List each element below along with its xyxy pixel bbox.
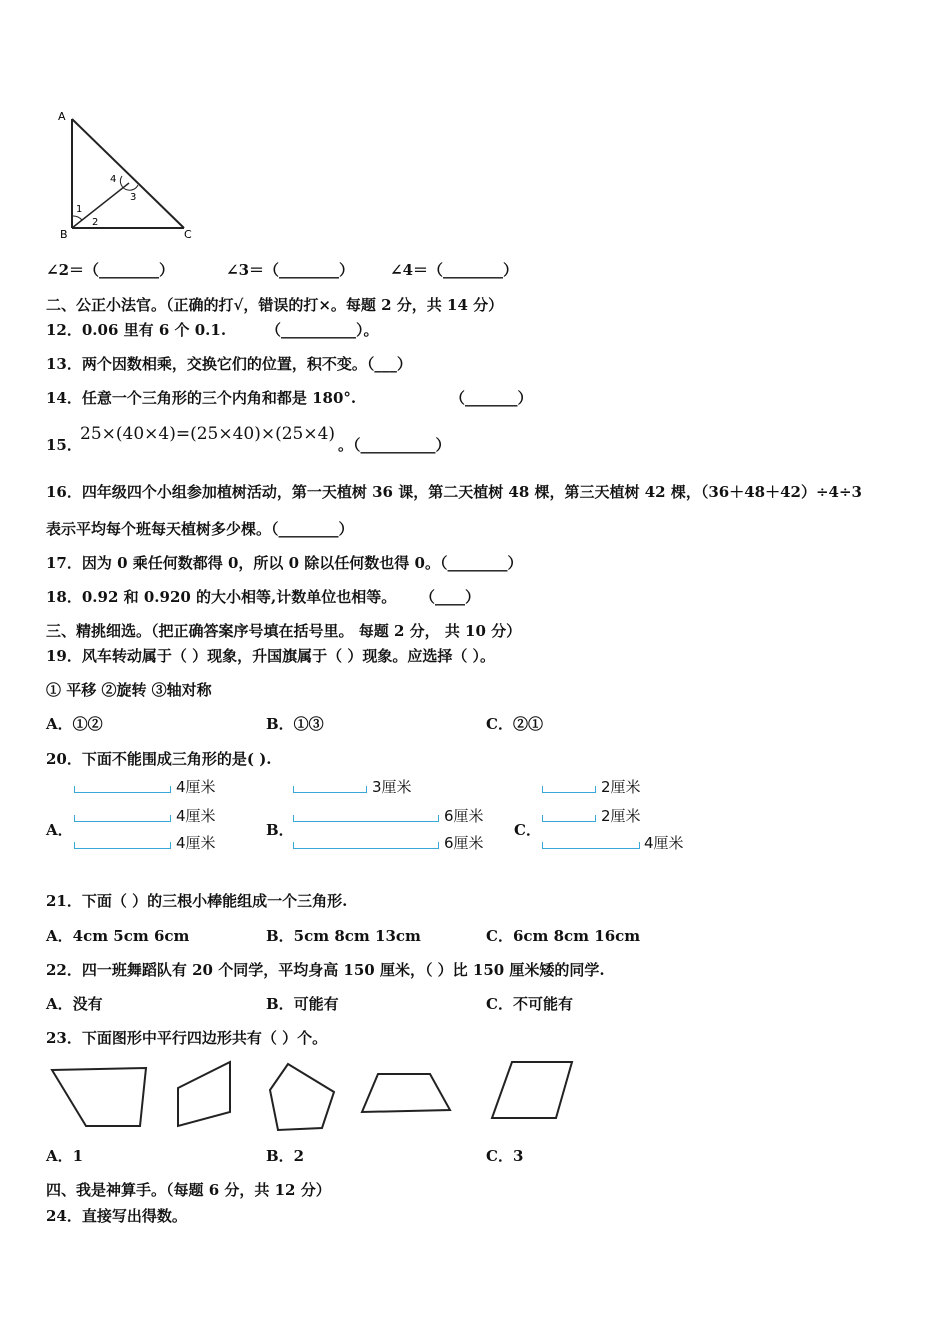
q22-stem: 22．四一班舞蹈队有 20 个同学，平均身高 150 厘米，（ ）比 150 厘米矮的同学. [46, 961, 605, 979]
q23-option-c[interactable]: C．3 [486, 1147, 524, 1165]
section4-title: 四、我是神算手。（每题 6 分，共 12 分） [46, 1181, 331, 1199]
q19-stem: 19．风车转动属于（ ）现象，升国旗属于（ ）现象。应选择（ ）。 [46, 647, 496, 665]
segment-b1-label: 3厘米 [372, 778, 412, 796]
q18-text: 18．0.92 和 0.920 的大小相等,计数单位也相等。 [46, 588, 397, 606]
segment-c1-label: 2厘米 [601, 778, 641, 796]
q19-option-c[interactable]: C．②① [486, 715, 543, 733]
segment-c2 [542, 815, 596, 822]
angle-2-label: 2 [92, 217, 99, 228]
segment-a1-label: 4厘米 [176, 778, 216, 796]
segment-b1 [293, 786, 367, 793]
q23-stem: 23．下面图形中平行四边形共有（ ）个。 [46, 1029, 328, 1047]
section2-title: 二、公正小法官。（正确的打√，错误的打×。每题 2 分，共 14 分） [46, 296, 504, 314]
q21-stem: 21．下面（ ）的三根小棒能组成一个三角形. [46, 892, 348, 910]
angle2-answer: ∠2＝（________） [46, 261, 175, 279]
angle-1-label: 1 [76, 204, 83, 215]
q21-option-b[interactable]: B．5cm 8cm 13cm [266, 927, 421, 945]
segment-a2 [74, 815, 171, 822]
segment-a2-label: 4厘米 [176, 807, 216, 825]
angle4-answer: ∠4＝（________） [390, 261, 519, 279]
q14-blank: （_______） [450, 389, 533, 407]
angle3-answer: ∠3＝（________） [226, 261, 355, 279]
vertex-c-label: C [184, 228, 192, 241]
vertex-a-label: A [58, 110, 66, 123]
q22-option-b[interactable]: B．可能有 [266, 995, 339, 1013]
q12-blank: （__________）。 [266, 321, 379, 339]
shape-parallelogram-small [178, 1062, 230, 1126]
q21-option-c[interactable]: C．6cm 8cm 16cm [486, 927, 641, 945]
q12-text: 12．0.06 里有 6 个 0.1. [46, 321, 227, 339]
q15-blank: 。（__________） [338, 436, 451, 454]
q22-option-a[interactable]: A．没有 [46, 995, 103, 1013]
segment-c3-label: 4厘米 [644, 834, 684, 852]
shape-pentagon [270, 1064, 334, 1130]
segment-b3-label: 6厘米 [444, 834, 484, 852]
segment-c2-label: 2厘米 [601, 807, 641, 825]
shape-parallelogram-large [492, 1062, 572, 1118]
shape-trapezoid [362, 1074, 450, 1112]
segment-b2 [293, 815, 439, 822]
segment-a3 [74, 842, 171, 849]
q20-option-b[interactable]: B． [266, 821, 294, 839]
q14-text: 14．任意一个三角形的三个内角和都是 180°. [46, 389, 357, 407]
q15-formula: 25×(40×4)=(25×40)×(25×4) [80, 424, 336, 444]
q20-option-a[interactable]: A． [46, 821, 73, 839]
q21-option-a[interactable]: A．4cm 5cm 6cm [46, 927, 190, 945]
q24-stem: 24．直接写出得数。 [46, 1207, 187, 1225]
section3-title: 三、精挑细选。（把正确答案序号填在括号里。 每题 2 分， 共 10 分） [46, 622, 522, 640]
shape-trapezoid-irregular [52, 1068, 146, 1126]
q19-option-a[interactable]: A．①② [46, 715, 103, 733]
q15-number: 15． [46, 436, 82, 454]
segment-b2-label: 6厘米 [444, 807, 484, 825]
q23-option-a[interactable]: A．1 [46, 1147, 84, 1165]
segment-c1 [542, 786, 596, 793]
segment-b3 [293, 842, 439, 849]
segment-a1 [74, 786, 171, 793]
q16-line2: 表示平均每个班每天植树多少棵。（________） [46, 520, 354, 538]
q19-option-b[interactable]: B．①③ [266, 715, 324, 733]
angle-4-label: 4 [110, 174, 117, 185]
q20-option-c[interactable]: C． [514, 821, 541, 839]
q22-option-c[interactable]: C．不可能有 [486, 995, 573, 1013]
q16-line1: 16．四年级四个小组参加植树活动，第一天植树 36 课，第二天植树 48 棵，第三天植树 42 棵，（36＋48＋42）÷4÷3 [46, 483, 862, 501]
q19-choices: ① 平移 ②旋转 ③轴对称 [46, 681, 212, 699]
vertex-b-label: B [60, 228, 68, 241]
triangle-figure [56, 108, 196, 243]
q23-option-b[interactable]: B．2 [266, 1147, 305, 1165]
q20-stem: 20．下面不能围成三角形的是( ). [46, 750, 272, 768]
q17-text: 17．因为 0 乘任何数都得 0，所以 0 除以任何数也得 0。（________） [46, 554, 523, 572]
segment-c3 [542, 842, 640, 849]
angle-3-label: 3 [130, 192, 137, 203]
q18-blank: （____） [420, 588, 481, 606]
q23-shapes [44, 1058, 584, 1133]
q13-text: 13．两个因数相乘，交换它们的位置，积不变。（___） [46, 355, 412, 373]
segment-a3-label: 4厘米 [176, 834, 216, 852]
